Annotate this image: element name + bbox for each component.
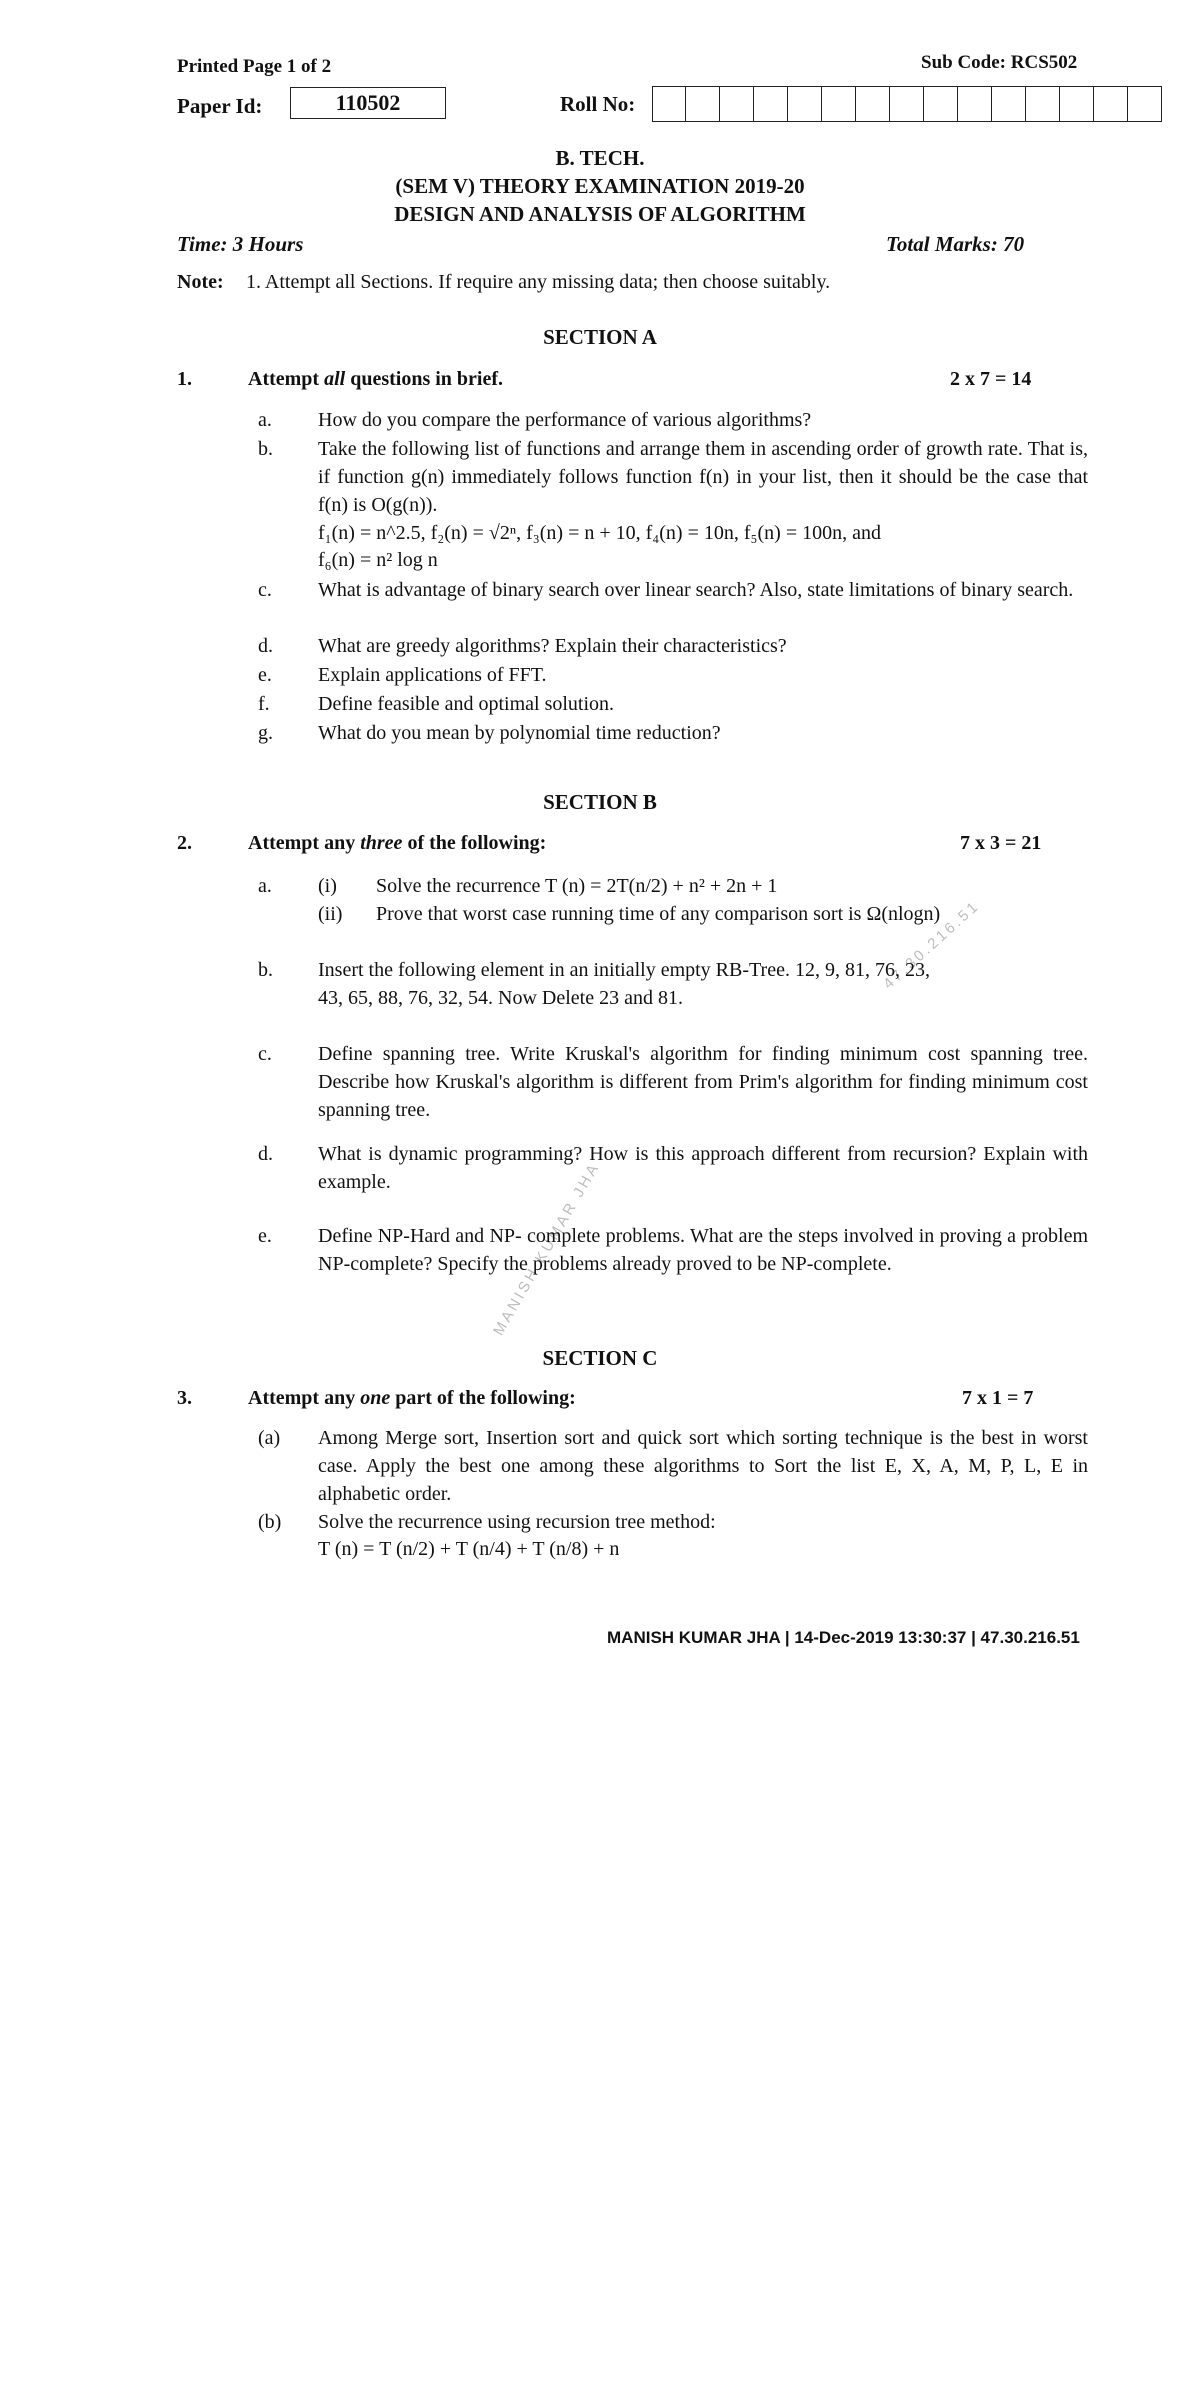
roll-cell[interactable]	[720, 86, 754, 122]
q2e-label: e.	[258, 1225, 272, 1247]
q1f-text: Define feasible and optimal solution.	[318, 693, 615, 715]
q3b-label: (b)	[258, 1511, 282, 1533]
q3-heading-em: one	[360, 1387, 391, 1409]
q3-heading-pre: Attempt any	[248, 1387, 361, 1409]
exam-degree: B. TECH.	[555, 146, 645, 170]
q1f-label: f.	[258, 693, 270, 715]
q1c-label: c.	[258, 579, 272, 601]
q1-marks: 2 x 7 = 14	[950, 368, 1032, 390]
section-c-title: SECTION C	[542, 1346, 658, 1370]
q3b-formula: T (n) = T (n/2) + T (n/4) + T (n/8) + n	[318, 1538, 620, 1560]
q2-heading-em: three	[360, 832, 403, 854]
total-marks: Total Marks: 70	[886, 232, 1025, 256]
q1e-text: Explain applications of FFT.	[318, 664, 547, 686]
q3-marks: 7 x 1 = 7	[962, 1387, 1034, 1409]
q2c-label: c.	[258, 1043, 272, 1065]
q1-number: 1.	[177, 368, 192, 390]
q1d-label: d.	[258, 635, 273, 657]
footer-stamp: MANISH KUMAR JHA | 14-Dec-2019 13:30:37 | 47.30.216.51	[607, 1628, 1080, 1647]
roll-cell[interactable]	[958, 86, 992, 122]
q1e-label: e.	[258, 664, 272, 686]
roll-cell[interactable]	[924, 86, 958, 122]
watermark-name: MANISH KUMAR JHA	[490, 1159, 604, 1339]
q1-heading-pre: Attempt	[248, 368, 325, 390]
exam-time: Time: 3 Hours	[177, 232, 304, 256]
q3a-label: (a)	[258, 1427, 281, 1449]
q1-heading-em: all	[324, 368, 346, 390]
sub-code: Sub Code: RCS502	[921, 52, 1078, 73]
q2-heading	[248, 832, 546, 855]
q3a-text: Among Merge sort, Insertion sort and quick sort which sorting technique is the best in worst case. Apply the best one among these algorithms to Sort the list E, X, A, M, P, L, E in alphabetic order.	[318, 1427, 1088, 1505]
q1a-label: a.	[258, 409, 272, 431]
roll-cell[interactable]	[890, 86, 924, 122]
q1b-text: Take the following list of functions and arrange them in ascending order of growth rate. That is, if function g(n) immediately follows function f(n) in your list, then it should be the case that f(n) is O(g(n)).	[318, 438, 1088, 516]
q1b-functions-1: f₁(n) = n^2.5, f₂(n) = √2ⁿ, f₃(n) = n + 10, f₄(n) = 10n, f₅(n) = 100n, and	[318, 522, 881, 544]
q2-heading-pre: Attempt any	[248, 832, 361, 854]
q3-heading	[248, 1387, 576, 1410]
roll-no-label: Roll No:	[560, 92, 636, 116]
q2d-text: What is dynamic programming? How is this approach different from recursion? Explain with example.	[318, 1143, 1088, 1193]
q3-number: 3.	[177, 1387, 192, 1409]
q1d-text: What are greedy algorithms? Explain their characteristics?	[318, 635, 787, 657]
roll-cell[interactable]	[822, 86, 856, 122]
q2b-text: Insert the following element in an initially empty RB-Tree. 12, 9, 81, 76, 23, 43, 65, 88, 76, 32, 54. Now Delete 23 and 81.	[318, 959, 930, 1009]
roll-cell[interactable]	[992, 86, 1026, 122]
roll-cell[interactable]	[1094, 86, 1128, 122]
q2a-i-text: Solve the recurrence T (n) = 2T(n/2) + n² + 2n + 1	[376, 875, 778, 897]
q2a-label: a.	[258, 875, 272, 897]
q2e-text: Define NP-Hard and NP- complete problems. What are the steps involved in proving a problem NP-complete? Specify the problems already proved to be NP-complete.	[318, 1225, 1088, 1275]
q2c-text: Define spanning tree. Write Kruskal's algorithm for finding minimum cost spanning tree. Describe how Kruskal's algorithm is different from Prim's algorithm for finding minimum cost spanning tree.	[318, 1043, 1088, 1121]
roll-no-boxes[interactable]	[652, 86, 1162, 122]
paper-id-label: Paper Id:	[177, 94, 263, 118]
watermark-ip: 47.30.216.51	[880, 897, 984, 993]
roll-cell[interactable]	[1128, 86, 1162, 122]
printed-page: Printed Page 1 of 2	[177, 56, 332, 77]
roll-cell[interactable]	[652, 86, 686, 122]
paper-id-box: 110502	[290, 87, 446, 119]
q2-marks: 7 x 3 = 21	[960, 832, 1042, 854]
q1-heading	[248, 368, 503, 391]
subject-name: DESIGN AND ANALYSIS OF ALGORITHM	[394, 202, 806, 226]
roll-cell[interactable]	[856, 86, 890, 122]
q1g-text: What do you mean by polynomial time reduction?	[318, 722, 721, 744]
q2a-ii-text: Prove that worst case running time of any comparison sort is Ω(nlogn)	[376, 903, 941, 925]
roll-cell[interactable]	[1026, 86, 1060, 122]
q1g-label: g.	[258, 722, 273, 744]
q3b-text: Solve the recurrence using recursion tree method:	[318, 1511, 716, 1533]
q2a-i-label: (i)	[318, 875, 337, 897]
roll-cell[interactable]	[686, 86, 720, 122]
section-a-title: SECTION A	[543, 325, 657, 349]
section-b-title: SECTION B	[543, 790, 657, 814]
roll-cell[interactable]	[1060, 86, 1094, 122]
q3-heading-post: part of the following:	[390, 1387, 576, 1409]
q2b-label: b.	[258, 959, 273, 981]
q2a-ii-label: (ii)	[318, 903, 343, 925]
note-text: 1. Attempt all Sections. If require any missing data; then choose suitably.	[246, 271, 831, 293]
q1a-text: How do you compare the performance of various algorithms?	[318, 409, 812, 431]
q2d-label: d.	[258, 1143, 273, 1165]
q2-heading-post: of the following:	[402, 832, 547, 854]
q1b-label: b.	[258, 438, 273, 460]
q1c-text: What is advantage of binary search over linear search? Also, state limitations of binary search.	[318, 579, 1074, 601]
q1b-functions-2: f₆(n) = n² log n	[318, 549, 438, 571]
q2-number: 2.	[177, 832, 192, 854]
exam-name: (SEM V) THEORY EXAMINATION 2019-20	[395, 174, 805, 198]
q1-heading-post: questions in brief.	[345, 368, 504, 390]
roll-cell[interactable]	[788, 86, 822, 122]
note-label: Note:	[177, 271, 224, 293]
roll-cell[interactable]	[754, 86, 788, 122]
